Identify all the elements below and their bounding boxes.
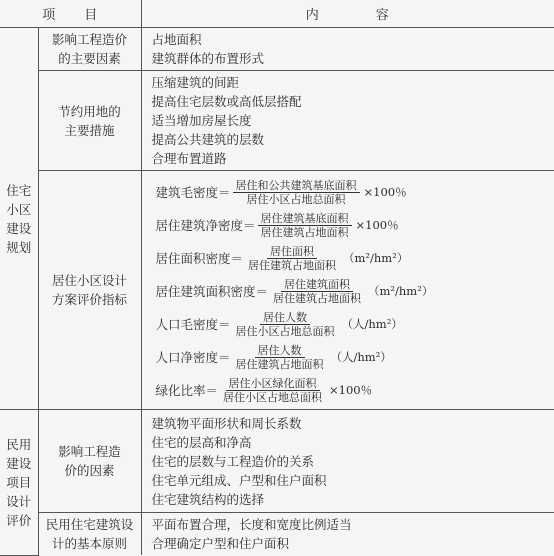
title-line: 影响工程造价 <box>39 30 141 49</box>
title-line: 影响工程造 <box>39 442 141 461</box>
section1-evaluation-title <box>38 171 141 410</box>
table-row <box>0 171 554 410</box>
formula-suffix: （m²/hm²） <box>343 250 408 266</box>
title-line: 民用住宅建筑设 <box>39 515 141 534</box>
section1-label <box>0 28 38 410</box>
list-item: 住宅单元组成、户型和住户面积 <box>152 471 554 490</box>
section1-label-line: 住宅 <box>0 181 38 200</box>
section2-principles-content <box>141 513 554 556</box>
section1-label-line: 规划 <box>0 238 38 257</box>
formula-name: 居住建筑面积密度＝ <box>156 282 269 300</box>
list-item: 提高公共建筑的层数 <box>152 130 554 149</box>
list-item: 住宅的层数与工程造价的关系 <box>152 452 554 471</box>
list-item: 合理确定户型和住户面积 <box>152 534 554 553</box>
formula-name: 绿化比率＝ <box>156 381 219 399</box>
formula-numerator: 居住小区绿化面积 <box>226 377 320 391</box>
section1-label-line: 小区 <box>0 200 38 219</box>
formula-fraction <box>220 377 325 404</box>
section2-factors-content <box>141 410 554 513</box>
table-row <box>0 513 554 556</box>
title-line: 方案评价指标 <box>39 290 141 309</box>
section2-label-line: 建设 <box>0 454 38 473</box>
list-item: 压缩建筑的间距 <box>152 73 554 92</box>
title-line: 主要措施 <box>39 121 141 140</box>
formula-suffix: （人/hm²） <box>342 316 403 332</box>
section2-label-line: 民用 <box>0 435 38 454</box>
header-item <box>0 0 141 28</box>
section2-label-line: 项目 <box>0 473 38 492</box>
formula-row <box>156 341 554 374</box>
formula-suffix: ×100％ <box>364 184 407 200</box>
header-item-char-2: 目 <box>84 8 98 23</box>
formula-fraction <box>258 212 352 239</box>
list-item: 住宅建筑结构的选择 <box>152 490 554 509</box>
list-item: 占地面积 <box>152 30 554 49</box>
title-line: 居住小区设计 <box>39 271 141 290</box>
formula-name: 居住面积密度＝ <box>156 249 244 267</box>
formula-row <box>156 374 554 407</box>
formula-numerator: 居住建筑面积 <box>281 278 353 292</box>
formula-suffix: ×100％ <box>356 217 399 233</box>
formula-suffix: （m²/hm²） <box>368 283 433 299</box>
list-item: 建筑群体的布置形式 <box>152 49 554 68</box>
formula-fraction <box>270 278 364 305</box>
title-line: 计的基本原则 <box>39 534 141 553</box>
formula-row <box>156 176 554 209</box>
formula-denominator: 居住小区占地总面积 <box>233 325 338 338</box>
section2-label-line: 设计 <box>0 492 38 511</box>
table-row <box>0 28 554 71</box>
formula-numerator: 居住面积 <box>267 245 317 259</box>
table-row <box>0 410 554 513</box>
formula-denominator: 居住建筑占地面积 <box>233 358 327 371</box>
formula-denominator: 居住建筑占地面积 <box>258 226 352 239</box>
title-line: 节约用地的 <box>39 102 141 121</box>
section1-evaluation-formulas <box>141 171 554 410</box>
formula-row <box>156 275 554 308</box>
section1-label-line: 建设 <box>0 219 38 238</box>
header-content-char-1: 内 <box>306 8 320 23</box>
formula-row <box>156 242 554 275</box>
list-item: 合理布置道路 <box>152 149 554 168</box>
section2-factors-title <box>38 410 141 513</box>
list-item: 建筑物平面形状和周长系数 <box>152 414 554 433</box>
section2-principles-title <box>38 513 141 556</box>
formula-denominator: 居住建筑占地面积 <box>270 292 364 305</box>
table-row <box>0 71 554 171</box>
section1-landsaving-title <box>38 71 141 171</box>
list-item: 适当增加房屋长度 <box>152 111 554 130</box>
header-content <box>141 0 554 28</box>
formula-numerator: 居住人数 <box>260 311 310 325</box>
section1-factors-title <box>38 28 141 71</box>
section2-label-line: 评价 <box>0 511 38 530</box>
section1-factors-content <box>141 28 554 71</box>
formula-denominator: 居住小区占地总面积 <box>220 391 325 404</box>
formula-fraction <box>245 245 339 272</box>
list-item: 平面布置合理，长度和宽度比例适当 <box>152 515 554 534</box>
formula-name: 人口净密度＝ <box>156 348 231 366</box>
formula-suffix: ×100％ <box>329 382 372 398</box>
header-content-char-2: 容 <box>376 8 390 23</box>
formula-numerator: 居住建筑基底面积 <box>258 212 352 226</box>
list-item: 提高住宅层数或高低层搭配 <box>152 92 554 111</box>
formula-numerator: 居住和公共建筑基底面积 <box>233 179 360 193</box>
title-line: 的主要因素 <box>39 49 141 68</box>
formula-suffix: （人/hm²） <box>331 349 392 365</box>
section1-landsaving-content <box>141 71 554 171</box>
formula-denominator: 居住小区占地总面积 <box>244 193 349 206</box>
formula-row <box>156 308 554 341</box>
formula-numerator: 居住人数 <box>255 344 305 358</box>
formula-denominator: 居住建筑占地面积 <box>245 259 339 272</box>
formula-name: 人口毛密度＝ <box>156 315 231 333</box>
section2-label <box>0 410 38 556</box>
list-item: 住宅的层高和净高 <box>152 433 554 452</box>
formula-name: 建筑毛密度＝ <box>156 183 231 201</box>
header-item-char-1: 项 <box>42 8 56 23</box>
formula-fraction <box>233 311 338 338</box>
formula-fraction <box>233 179 360 206</box>
formula-fraction <box>233 344 327 371</box>
table-header-row <box>0 0 554 28</box>
formula-row <box>156 209 554 242</box>
formula-name: 居住建筑净密度＝ <box>156 216 256 234</box>
title-line: 价的因素 <box>39 461 141 480</box>
